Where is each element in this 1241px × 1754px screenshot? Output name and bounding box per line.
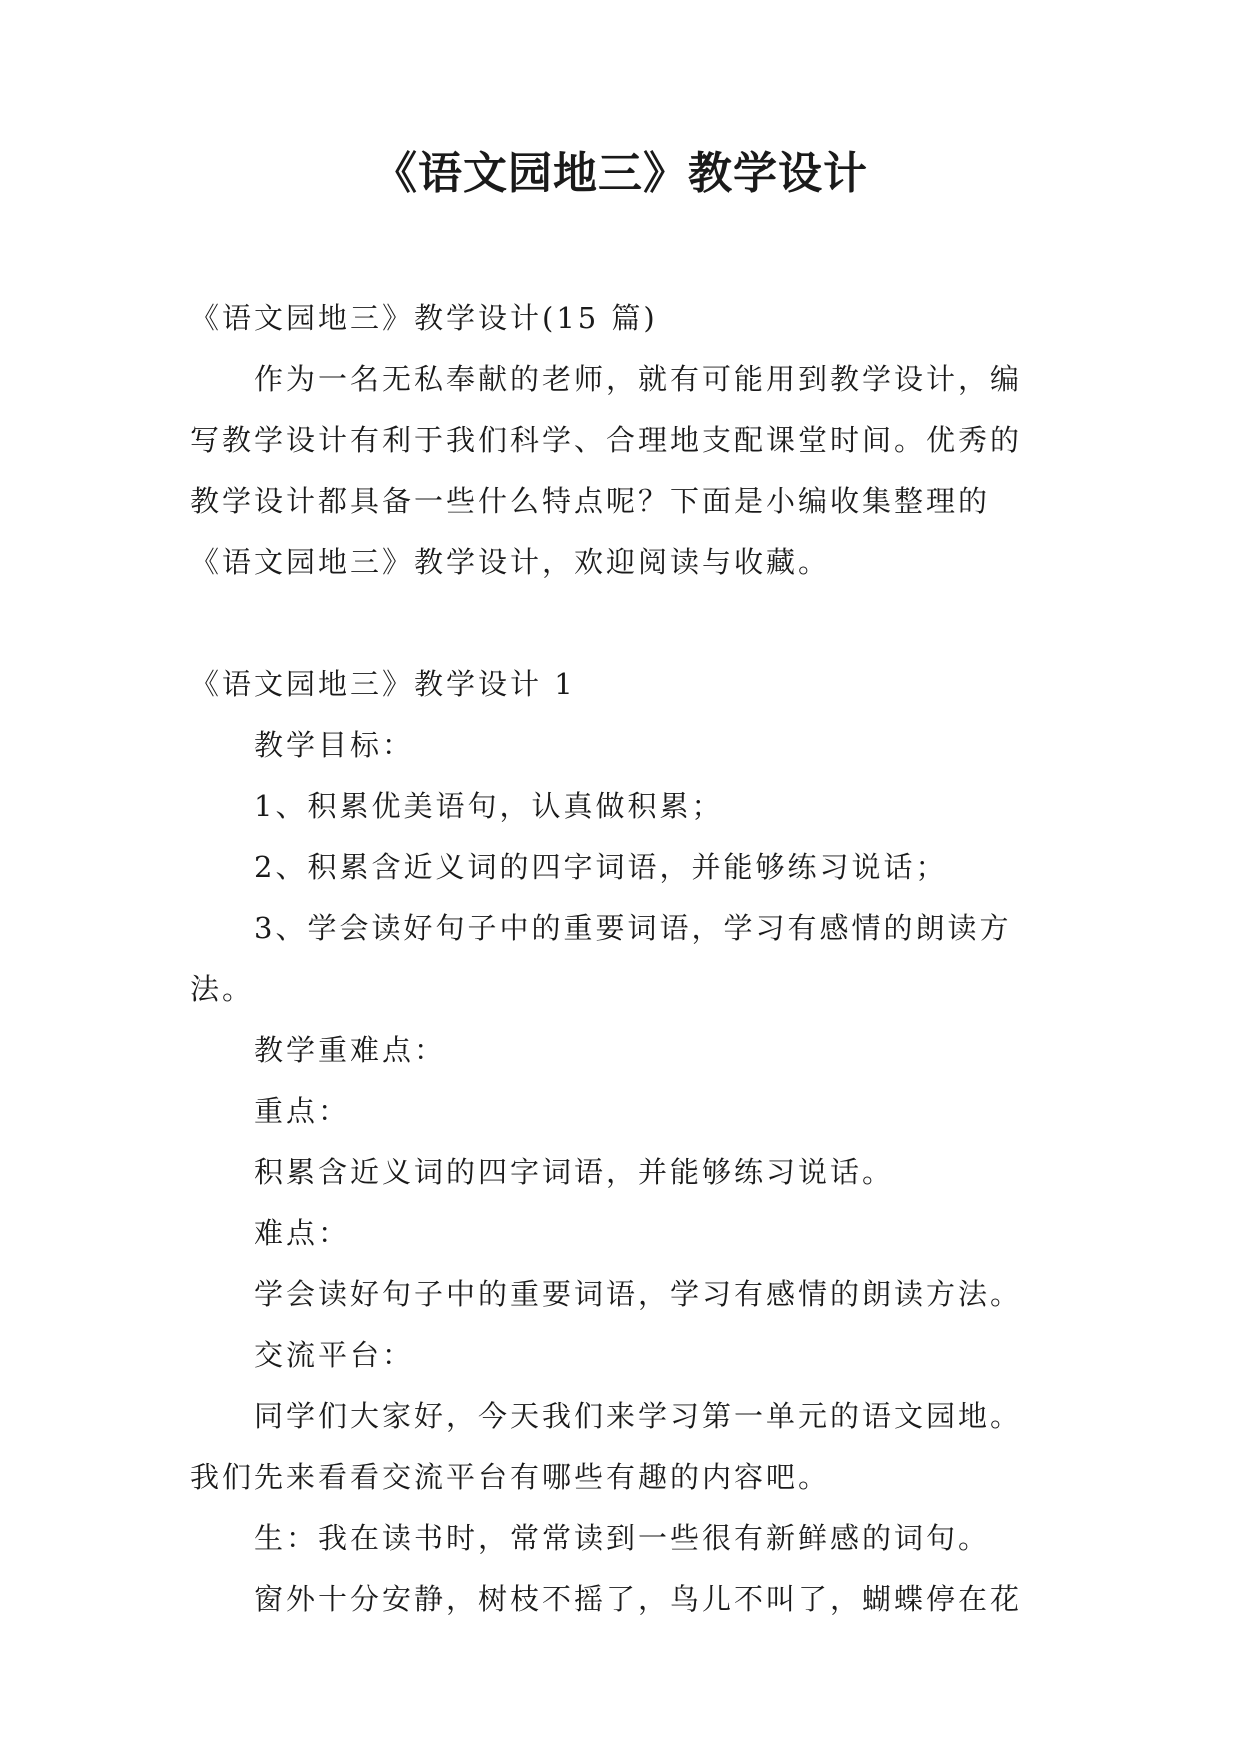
difficulty-label: 难点： <box>254 1216 351 1250</box>
example-sentence: 窗外十分安静，树枝不摇了，鸟儿不叫了，蝴蝶停在花 <box>254 1582 1023 1616</box>
section-heading: 《语文园地三》教学设计 1 <box>190 667 576 701</box>
collection-heading: 《语文园地三》教学设计(15 篇) <box>190 301 658 335</box>
document-body <box>190 288 1050 1630</box>
goal-item-2: 2、积累含近义词的四字词语，并能够练习说话； <box>254 850 948 884</box>
key-point-label: 重点： <box>254 1094 351 1128</box>
key-point-text: 积累含近义词的四字词语，并能够练习说话。 <box>254 1155 895 1189</box>
goals-label: 教学目标： <box>254 728 415 762</box>
goal-item-3: 3、学会读好句子中的重要词语，学习有感情的朗读方法。 <box>190 911 1012 1006</box>
document-title: 《语文园地三》教学设计 <box>373 148 868 199</box>
goal-item-1: 1、积累优美语句，认真做积累； <box>254 789 724 823</box>
student-remark: 生：我在读书时，常常读到一些很有新鲜感的词句。 <box>254 1521 991 1555</box>
paragraph-gap <box>190 593 1050 654</box>
difficulty-text: 学会读好句子中的重要词语，学习有感情的朗读方法。 <box>254 1277 1023 1311</box>
exchange-intro-paragraph: 同学们大家好，今天我们来学习第一单元的语文园地。我们先来看看交流平台有哪些有趣的内容吧。 <box>190 1399 1023 1494</box>
exchange-platform-label: 交流平台： <box>254 1338 415 1372</box>
intro-paragraph: 作为一名无私奉献的老师，就有可能用到教学设计，编写教学设计有利于我们科学、合理地支配课堂时间。优秀的教学设计都具备一些什么特点呢？下面是小编收集整理的《语文园地三》教学设计，欢迎阅读与收藏。 <box>190 362 1023 579</box>
key-difficulty-label: 教学重难点： <box>254 1033 447 1067</box>
